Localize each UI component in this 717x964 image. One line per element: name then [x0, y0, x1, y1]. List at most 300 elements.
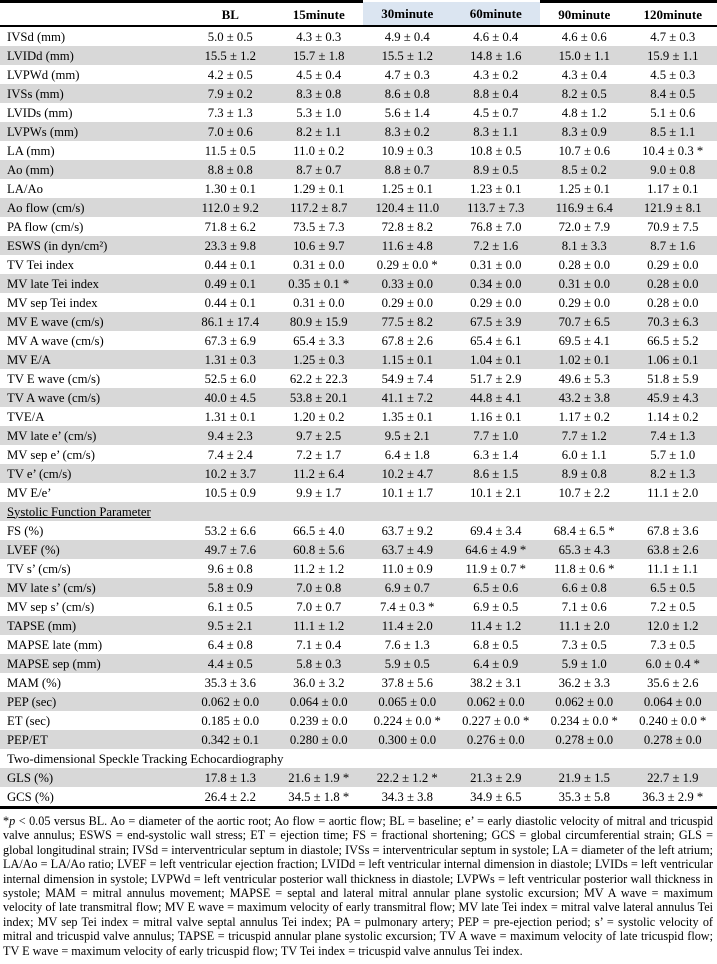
table-row [0, 730, 717, 749]
value-cell: 6.8 ± 0.5 [473, 637, 519, 652]
value-cell: 8.8 ± 0.7 [384, 162, 430, 177]
value-cell: 6.4 ± 1.8 [384, 447, 430, 462]
value-cell: 6.0 ± 0.4 * [645, 656, 701, 671]
value-cell: 1.17 ± 0.2 [558, 409, 610, 424]
value-cell: 0.062 ± 0.0 [466, 694, 525, 709]
value-cell: 0.29 ± 0.0 [381, 295, 433, 310]
value-cell: 0.280 ± 0.0 [289, 732, 348, 747]
value-cell: 9.7 ± 2.5 [296, 428, 342, 443]
value-cell: 15.9 ± 1.1 [647, 48, 699, 63]
value-cell: 60.8 ± 5.6 [293, 542, 345, 557]
value-cell: 52.5 ± 6.0 [204, 371, 256, 386]
value-cell: 1.25 ± 0.1 [558, 181, 610, 196]
value-cell: 69.4 ± 3.4 [470, 523, 522, 538]
row-label: MAPSE sep (mm) [7, 656, 101, 671]
value-cell: 68.4 ± 6.5 * [553, 523, 615, 538]
table-row [0, 255, 717, 274]
row-label: MV E/A [7, 352, 51, 367]
value-cell: 8.4 ± 0.5 [650, 86, 696, 101]
value-cell: 6.5 ± 0.5 [650, 580, 696, 595]
value-cell: 0.300 ± 0.0 [378, 732, 437, 747]
row-label: TVE/A [7, 409, 45, 424]
value-cell: 34.9 ± 6.5 [452, 787, 541, 808]
value-cell: 63.7 ± 9.2 [381, 523, 433, 538]
value-cell: 7.0 ± 0.6 [207, 124, 253, 139]
value-cell: 0.239 ± 0.0 [289, 713, 348, 728]
value-cell: 65.4 ± 6.1 [470, 333, 522, 348]
table-row [0, 768, 717, 787]
row-label: MV E/e’ [7, 485, 52, 500]
value-cell: 5.1 ± 0.6 [650, 105, 696, 120]
value-cell: 1.02 ± 0.1 [558, 352, 610, 367]
table-row [0, 787, 717, 808]
value-cell: 4.7 ± 0.3 [650, 29, 696, 44]
row-label: LA/Ao [7, 181, 43, 196]
value-cell: 5.3 ± 1.0 [296, 105, 342, 120]
value-cell: 4.6 ± 0.4 [473, 29, 519, 44]
value-cell: 4.8 ± 1.2 [561, 105, 607, 120]
value-cell: 7.3 ± 1.3 [207, 105, 253, 120]
table-row [0, 198, 717, 217]
value-cell: 5.7 ± 1.0 [650, 447, 696, 462]
table-row [0, 597, 717, 616]
value-cell: 67.5 ± 3.9 [470, 314, 522, 329]
value-cell: 7.7 ± 1.2 [561, 428, 607, 443]
table-row [0, 236, 717, 255]
value-cell: 4.4 ± 0.5 [207, 656, 253, 671]
value-cell: 7.0 ± 0.8 [296, 580, 342, 595]
table-row [0, 141, 717, 160]
section-label [0, 749, 717, 768]
value-cell: 0.28 ± 0.0 [647, 276, 699, 291]
value-cell: 11.2 ± 1.2 [293, 561, 345, 576]
value-cell: 34.3 ± 3.8 [363, 787, 452, 808]
section-label-text: Systolic Function Parameter [7, 504, 151, 519]
value-cell: 7.3 ± 0.5 [561, 637, 607, 652]
value-cell: 7.4 ± 0.3 * [379, 599, 435, 614]
value-cell: 17.8 ± 1.3 [204, 770, 256, 785]
table-row [0, 84, 717, 103]
row-label: FS (%) [7, 523, 44, 538]
value-cell: 5.0 ± 0.5 [207, 29, 253, 44]
header-120minute: 120minute [629, 2, 717, 27]
value-cell: 7.1 ± 0.4 [296, 637, 342, 652]
row-label: MV late Tei index [7, 276, 100, 291]
value-cell: 8.2 ± 1.1 [296, 124, 342, 139]
value-cell: 73.5 ± 7.3 [293, 219, 345, 234]
value-cell: 12.0 ± 1.2 [647, 618, 699, 633]
row-label: MV late s’ (cm/s) [7, 580, 96, 595]
value-cell: 1.25 ± 0.1 [381, 181, 433, 196]
value-cell: 9.6 ± 0.8 [207, 561, 253, 576]
value-cell: 11.1 ± 1.1 [647, 561, 699, 576]
table-row [0, 445, 717, 464]
value-cell: 11.6 ± 4.8 [381, 238, 433, 253]
row-label: MV late e’ (cm/s) [7, 428, 97, 443]
value-cell: 10.8 ± 0.5 [470, 143, 522, 158]
value-cell: 7.4 ± 2.4 [207, 447, 253, 462]
footnote-p-symbol: p [9, 814, 16, 828]
value-cell: 7.3 ± 0.5 [650, 637, 696, 652]
value-cell: 0.342 ± 0.1 [201, 732, 260, 747]
value-cell: 0.31 ± 0.0 [293, 295, 345, 310]
value-cell: 11.0 ± 0.2 [293, 143, 345, 158]
value-cell: 1.31 ± 0.1 [204, 409, 256, 424]
header-60minute: 60minute [452, 2, 541, 27]
value-cell: 1.25 ± 0.3 [293, 352, 345, 367]
value-cell: 6.4 ± 0.8 [207, 637, 253, 652]
value-cell: 0.185 ± 0.0 [201, 713, 260, 728]
value-cell: 10.1 ± 1.7 [381, 485, 433, 500]
value-cell: 7.2 ± 0.5 [650, 599, 696, 614]
value-cell: 11.9 ± 0.7 * [465, 561, 526, 576]
header-15minute: 15minute [275, 2, 364, 27]
value-cell: 0.064 ± 0.0 [289, 694, 348, 709]
value-cell: 15.0 ± 1.1 [558, 48, 610, 63]
value-cell: 6.5 ± 0.6 [473, 580, 519, 595]
header-parameter-corner [0, 2, 186, 27]
value-cell: 41.1 ± 7.2 [381, 390, 433, 405]
table-row [0, 407, 717, 426]
value-cell: 11.8 ± 0.6 * [554, 561, 615, 576]
value-cell: 0.29 ± 0.0 [470, 295, 522, 310]
value-cell: 5.9 ± 0.5 [384, 656, 430, 671]
table-row [0, 540, 717, 559]
value-cell: 0.35 ± 0.1 * [288, 276, 350, 291]
value-cell: 36.0 ± 3.2 [293, 675, 345, 690]
header-30minute: 30minute [363, 2, 452, 27]
table-footnote [0, 809, 717, 958]
value-cell: 8.1 ± 3.3 [561, 238, 607, 253]
value-cell: 0.29 ± 0.0 [647, 257, 699, 272]
value-cell: 53.2 ± 6.6 [204, 523, 256, 538]
value-cell: 54.9 ± 7.4 [381, 371, 433, 386]
value-cell: 65.4 ± 3.3 [293, 333, 345, 348]
value-cell: 116.9 ± 6.4 [555, 200, 613, 215]
row-label: LVEF (%) [7, 542, 60, 557]
section-label [0, 502, 717, 521]
value-cell: 23.3 ± 9.8 [204, 238, 256, 253]
value-cell: 9.4 ± 2.3 [207, 428, 253, 443]
table-row [0, 46, 717, 65]
value-cell: 0.29 ± 0.0 * [376, 257, 438, 272]
value-cell: 4.3 ± 0.4 [561, 67, 607, 82]
row-label: TV e’ (cm/s) [7, 466, 72, 481]
value-cell: 0.44 ± 0.1 [204, 257, 256, 272]
value-cell: 14.8 ± 1.6 [470, 48, 522, 63]
value-cell: 6.3 ± 1.4 [473, 447, 519, 462]
value-cell: 21.6 ± 1.9 * [288, 770, 350, 785]
value-cell: 8.6 ± 1.5 [473, 466, 519, 481]
row-label: LVPWd (mm) [7, 67, 80, 82]
table-row [0, 65, 717, 84]
row-label: MV sep e’ (cm/s) [7, 447, 95, 462]
value-cell: 40.0 ± 4.5 [204, 390, 256, 405]
value-cell: 1.17 ± 0.1 [647, 181, 699, 196]
value-cell: 1.30 ± 0.1 [204, 181, 256, 196]
table-header [0, 2, 717, 27]
value-cell: 77.5 ± 8.2 [381, 314, 433, 329]
value-cell: 10.1 ± 2.1 [470, 485, 522, 500]
value-cell: 35.3 ± 3.6 [204, 675, 256, 690]
value-cell: 70.3 ± 6.3 [647, 314, 699, 329]
value-cell: 72.0 ± 7.9 [558, 219, 610, 234]
value-cell: 11.1 ± 2.0 [647, 485, 699, 500]
value-cell: 4.5 ± 0.4 [296, 67, 342, 82]
table-row [0, 559, 717, 578]
value-cell: 5.6 ± 1.4 [384, 105, 430, 120]
table-row [0, 673, 717, 692]
value-cell: 70.7 ± 6.5 [558, 314, 610, 329]
row-label: Ao (mm) [7, 162, 54, 177]
header-90minute: 90minute [540, 2, 629, 27]
value-cell: 5.8 ± 0.3 [296, 656, 342, 671]
value-cell: 8.5 ± 0.2 [561, 162, 607, 177]
value-cell: 6.4 ± 0.9 [473, 656, 519, 671]
value-cell: 10.7 ± 0.6 [558, 143, 610, 158]
value-cell: 11.1 ± 1.2 [293, 618, 345, 633]
value-cell: 4.7 ± 0.3 [384, 67, 430, 82]
value-cell: 53.8 ± 20.1 [289, 390, 348, 405]
value-cell: 0.227 ± 0.0 * [462, 713, 530, 728]
value-cell: 6.6 ± 0.8 [561, 580, 607, 595]
value-cell: 36.3 ± 2.9 * [629, 787, 717, 808]
value-cell: 67.8 ± 2.6 [381, 333, 433, 348]
value-cell: 8.2 ± 0.5 [561, 86, 607, 101]
table-row [0, 350, 717, 369]
value-cell: 22.2 ± 1.2 * [376, 770, 438, 785]
value-cell: 4.5 ± 0.7 [473, 105, 519, 120]
value-cell: 113.7 ± 7.3 [467, 200, 525, 215]
value-cell: 71.8 ± 6.2 [204, 219, 256, 234]
value-cell: 80.9 ± 15.9 [289, 314, 348, 329]
value-cell: 0.224 ± 0.0 * [373, 713, 441, 728]
value-cell: 8.9 ± 0.5 [473, 162, 519, 177]
row-label: LVPWs (mm) [7, 124, 79, 139]
value-cell: 10.4 ± 0.3 * [642, 143, 704, 158]
value-cell: 64.6 ± 4.9 * [465, 542, 527, 557]
value-cell: 65.3 ± 4.3 [558, 542, 610, 557]
value-cell: 8.3 ± 0.9 [561, 124, 607, 139]
value-cell: 6.1 ± 0.5 [207, 599, 253, 614]
value-cell: 67.8 ± 3.6 [647, 523, 699, 538]
section-row [0, 502, 717, 521]
row-label: GLS (%) [7, 770, 54, 785]
row-label: TAPSE (mm) [7, 618, 77, 633]
value-cell: 11.5 ± 0.5 [204, 143, 256, 158]
value-cell: 7.6 ± 1.3 [384, 637, 430, 652]
row-label: LVIDs (mm) [7, 105, 73, 120]
value-cell: 0.062 ± 0.0 [555, 694, 614, 709]
row-label: TV A wave (cm/s) [7, 390, 101, 405]
row-label: IVSs (mm) [7, 86, 64, 101]
value-cell: 0.240 ± 0.0 * [639, 713, 707, 728]
value-cell: 69.5 ± 4.1 [558, 333, 610, 348]
table-row [0, 711, 717, 730]
value-cell: 5.9 ± 1.0 [561, 656, 607, 671]
row-label: LVIDd (mm) [7, 48, 74, 63]
value-cell: 10.2 ± 3.7 [204, 466, 256, 481]
value-cell: 11.1 ± 2.0 [558, 618, 610, 633]
row-label: MV E wave (cm/s) [7, 314, 104, 329]
value-cell: 72.8 ± 8.2 [381, 219, 433, 234]
value-cell: 1.16 ± 0.1 [470, 409, 522, 424]
value-cell: 6.9 ± 0.7 [384, 580, 430, 595]
value-cell: 4.9 ± 0.4 [384, 29, 430, 44]
value-cell: 0.234 ± 0.0 * [550, 713, 618, 728]
value-cell: 15.5 ± 1.2 [204, 48, 256, 63]
table-row [0, 426, 717, 445]
value-cell: 66.5 ± 4.0 [293, 523, 345, 538]
row-label: MV sep s’ (cm/s) [7, 599, 95, 614]
footnote-text: < 0.05 versus BL. Ao = diameter of the aortic root; Ao flow = aortic flow; BL = baseline; e’ = early diastolic velocity of mitral and tricuspid valve annulus; ESWS = end-systolic wall stress; ET = ejection time; FS = fractional shortening; GCS = global circumferential strain; GLS = global longitudinal strain; IVSd = interventricular septum in diastole; IVSs = interventricular septum in systole; LA = diameter of the left atrium; LA/Ao = LA/Ao ratio; LVEF = left ventricular ejection fraction; LVIDd = left ventricular internal dimension in diastole; LVIDs = left ventricular internal dimension in systole; LVPWd = left ventricular posterior wall thickness in diastole; LVPWs = left ventricular posterior wall thickness in systole; MAM = mitral annulus movement; MAPSE = septal and lateral mitral annular plane systolic excursion; MV A wave = maximum velocity of late transmitral flow; MV E wave = maximum velocity of early transmitral flow; MV late Tei index = mitral valve lateral annulus Tei index; MV sep Tei index = mitral valve septal annulus Tei index; PA = pulmonary artery; PEP = pre-ejection period; s’ = systolic velocity of mitral and tricuspid valve annulus; TAPSE = tricuspid annular plane systolic excursion; TV A wave = maximum velocity of late tricuspid flow; TV E wave = maximum velocity of early tricuspid flow; TV Tei index = tricuspid valve annulus Tei index. [3, 814, 713, 958]
table-row [0, 179, 717, 198]
value-cell: 10.7 ± 2.2 [558, 485, 610, 500]
value-cell: 1.06 ± 0.1 [647, 352, 699, 367]
row-label: TV E wave (cm/s) [7, 371, 101, 386]
row-label: MAM (%) [7, 675, 61, 690]
value-cell: 5.8 ± 0.9 [207, 580, 253, 595]
value-cell: 11.4 ± 1.2 [470, 618, 522, 633]
table-row [0, 388, 717, 407]
table-row [0, 312, 717, 331]
value-cell: 0.31 ± 0.0 [470, 257, 522, 272]
value-cell: 7.2 ± 1.6 [473, 238, 519, 253]
value-cell: 37.8 ± 5.6 [381, 675, 433, 690]
value-cell: 63.7 ± 4.9 [381, 542, 433, 557]
value-cell: 49.6 ± 5.3 [558, 371, 610, 386]
table-row [0, 26, 717, 46]
value-cell: 112.0 ± 9.2 [201, 200, 259, 215]
value-cell: 9.0 ± 0.8 [650, 162, 696, 177]
value-cell: 0.276 ± 0.0 [466, 732, 525, 747]
value-cell: 66.5 ± 5.2 [647, 333, 699, 348]
row-label: PA flow (cm/s) [7, 219, 84, 234]
value-cell: 1.23 ± 0.1 [470, 181, 522, 196]
value-cell: 0.44 ± 0.1 [204, 295, 256, 310]
value-cell: 0.065 ± 0.0 [378, 694, 437, 709]
value-cell: 44.8 ± 4.1 [470, 390, 522, 405]
value-cell: 10.9 ± 0.3 [381, 143, 433, 158]
row-label: GCS (%) [0, 787, 186, 808]
value-cell: 8.6 ± 0.8 [384, 86, 430, 101]
value-cell: 0.31 ± 0.0 [293, 257, 345, 272]
value-cell: 11.4 ± 2.0 [381, 618, 433, 633]
value-cell: 1.15 ± 0.1 [381, 352, 433, 367]
value-cell: 117.2 ± 8.7 [290, 200, 348, 215]
header-row [0, 2, 717, 27]
value-cell: 22.7 ± 1.9 [647, 770, 699, 785]
row-label: TV s’ (cm/s) [7, 561, 71, 576]
value-cell: 0.33 ± 0.0 [381, 276, 433, 291]
value-cell: 15.7 ± 1.8 [293, 48, 345, 63]
row-label: ESWS (in dyn/cm²) [7, 238, 108, 253]
value-cell: 0.278 ± 0.0 [555, 732, 614, 747]
value-cell: 7.0 ± 0.7 [296, 599, 342, 614]
value-cell: 76.8 ± 7.0 [470, 219, 522, 234]
row-label: ET (sec) [7, 713, 51, 728]
value-cell: 86.1 ± 17.4 [201, 314, 260, 329]
value-cell: 0.278 ± 0.0 [643, 732, 702, 747]
value-cell: 120.4 ± 11.0 [375, 200, 440, 215]
value-cell: 7.1 ± 0.6 [561, 599, 607, 614]
footnote-asterisk: * [3, 814, 10, 828]
value-cell: 63.8 ± 2.6 [647, 542, 699, 557]
value-cell: 0.34 ± 0.0 [470, 276, 522, 291]
table-row [0, 635, 717, 654]
row-label: Ao flow (cm/s) [7, 200, 85, 215]
value-cell: 7.9 ± 0.2 [207, 86, 253, 101]
value-cell: 6.0 ± 1.1 [561, 447, 607, 462]
value-cell: 1.04 ± 0.1 [470, 352, 522, 367]
value-cell: 38.2 ± 3.1 [470, 675, 522, 690]
value-cell: 8.8 ± 0.8 [207, 162, 253, 177]
row-label: IVSd (mm) [7, 29, 66, 44]
table-row [0, 331, 717, 350]
table-row [0, 274, 717, 293]
table-row [0, 122, 717, 141]
table-body [0, 26, 717, 808]
table-row [0, 654, 717, 673]
value-cell: 8.5 ± 1.1 [650, 124, 696, 139]
value-cell: 9.5 ± 2.1 [384, 428, 430, 443]
value-cell: 0.29 ± 0.0 [558, 295, 610, 310]
value-cell: 21.9 ± 1.5 [558, 770, 610, 785]
value-cell: 26.4 ± 2.2 [186, 787, 275, 808]
value-cell: 0.28 ± 0.0 [558, 257, 610, 272]
value-cell: 35.6 ± 2.6 [647, 675, 699, 690]
table-row [0, 578, 717, 597]
value-cell: 8.7 ± 1.6 [650, 238, 696, 253]
value-cell: 51.8 ± 5.9 [647, 371, 699, 386]
row-label: MAPSE late (mm) [7, 637, 103, 652]
value-cell: 1.14 ± 0.2 [647, 409, 699, 424]
value-cell: 11.0 ± 0.9 [381, 561, 433, 576]
section-row [0, 749, 717, 768]
header-bl: BL [186, 2, 275, 27]
section-label-text: Two-dimensional Speckle Tracking Echocardiography [7, 751, 284, 766]
table-row [0, 369, 717, 388]
value-cell: 8.9 ± 0.8 [561, 466, 607, 481]
value-cell: 121.9 ± 8.1 [643, 200, 702, 215]
table-row [0, 217, 717, 236]
value-cell: 0.28 ± 0.0 [647, 295, 699, 310]
value-cell: 1.29 ± 0.1 [293, 181, 345, 196]
value-cell: 1.35 ± 0.1 [381, 409, 433, 424]
value-cell: 6.9 ± 0.5 [473, 599, 519, 614]
value-cell: 4.6 ± 0.6 [561, 29, 607, 44]
table-row [0, 692, 717, 711]
value-cell: 1.20 ± 0.2 [293, 409, 345, 424]
value-cell: 0.49 ± 0.1 [204, 276, 256, 291]
table-row [0, 483, 717, 502]
row-label: LA (mm) [7, 143, 55, 158]
value-cell: 0.062 ± 0.0 [201, 694, 260, 709]
value-cell: 45.9 ± 4.3 [647, 390, 699, 405]
value-cell: 62.2 ± 22.3 [289, 371, 348, 386]
table-row [0, 103, 717, 122]
value-cell: 36.2 ± 3.3 [558, 675, 610, 690]
value-cell: 8.3 ± 0.8 [296, 86, 342, 101]
value-cell: 4.5 ± 0.3 [650, 67, 696, 82]
value-cell: 10.6 ± 9.7 [293, 238, 345, 253]
value-cell: 4.3 ± 0.2 [473, 67, 519, 82]
row-label: PEP (sec) [7, 694, 57, 709]
value-cell: 10.2 ± 4.7 [381, 466, 433, 481]
row-label: MV sep Tei index [7, 295, 98, 310]
value-cell: 10.5 ± 0.9 [204, 485, 256, 500]
value-cell: 11.2 ± 6.4 [293, 466, 345, 481]
